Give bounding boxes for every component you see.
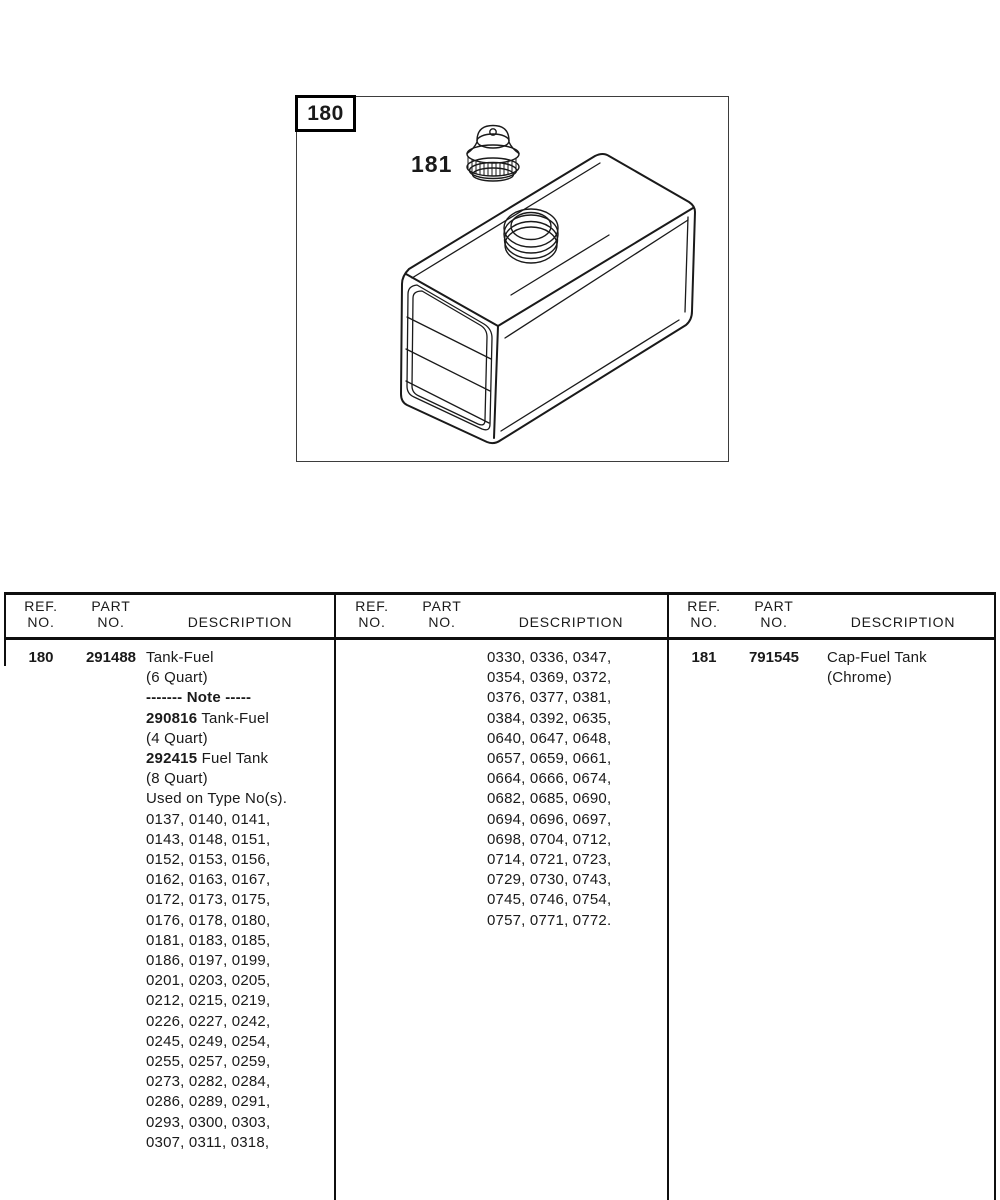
figure-ref-label: 180 [295, 95, 356, 132]
part-no-value: 291488 [85, 649, 137, 666]
ref-no-value: 180 [28, 649, 54, 666]
table-col-group-2 [336, 592, 666, 1200]
diagram-frame [296, 96, 729, 462]
header-description: DESCRIPTION [518, 614, 624, 630]
fuel-cap-icon [467, 126, 519, 182]
description-text: Cap-Fuel Tank (Chrome) [827, 649, 927, 687]
ref-no-value: 181 [691, 649, 717, 666]
header-description: DESCRIPTION [850, 614, 956, 630]
header-part-no: PART NO. [91, 598, 131, 630]
header-part-no: PART NO. [754, 598, 794, 630]
part-no-value: 791545 [748, 649, 800, 666]
header-part-no: PART NO. [422, 598, 462, 630]
header-description: DESCRIPTION [187, 614, 293, 630]
header-ref-no: REF. NO. [24, 598, 58, 630]
callout-label-181: 181 [411, 151, 453, 177]
description-text: Tank-Fuel (6 Quart) ------- Note ----- 290816 Tank-Fuel (4 Quart) 292415 Fuel Tank (8 Quart) Used on Type No(s). 0137, 0140, 0141, 0143, 0148, 0151, 0152, 0153, 0156, 0162, 0163, 0167, 0172, 0173, 0175, 0176, 0178, 0180, 0181, 0183, 0185, 0186, 0197, 0199, 0201, 0203, 0205, 0212, 0215, 0219, 0226, 0227, 0242, 0245, 0249, 0254, 0255, 0257, 0259, 0273, 0282, 0284, 0286, 0289, 0291, 0293, 0300, 0303, 0307, 0311, 0318, [146, 649, 288, 1151]
fuel-tank-illustration [297, 97, 728, 461]
header-ref-no: REF. NO. [355, 598, 389, 630]
description-text: 0330, 0336, 0347, 0354, 0369, 0372, 0376, 0377, 0381, 0384, 0392, 0635, 0640, 0647, 0648, 0657, 0659, 0661, 0664, 0666, 0674, 0682, 0685, 0690, 0694, 0696, 0697, 0698, 0704, 0712, 0714, 0721, 0723, 0729, 0730, 0743, 0745, 0746, 0754, 0757, 0771, 0772. [487, 649, 612, 929]
table-col-group-1 [5, 592, 335, 1200]
header-ref-no: REF. NO. [687, 598, 721, 630]
tank-body [401, 154, 695, 443]
table-col-group-3 [668, 592, 998, 1200]
